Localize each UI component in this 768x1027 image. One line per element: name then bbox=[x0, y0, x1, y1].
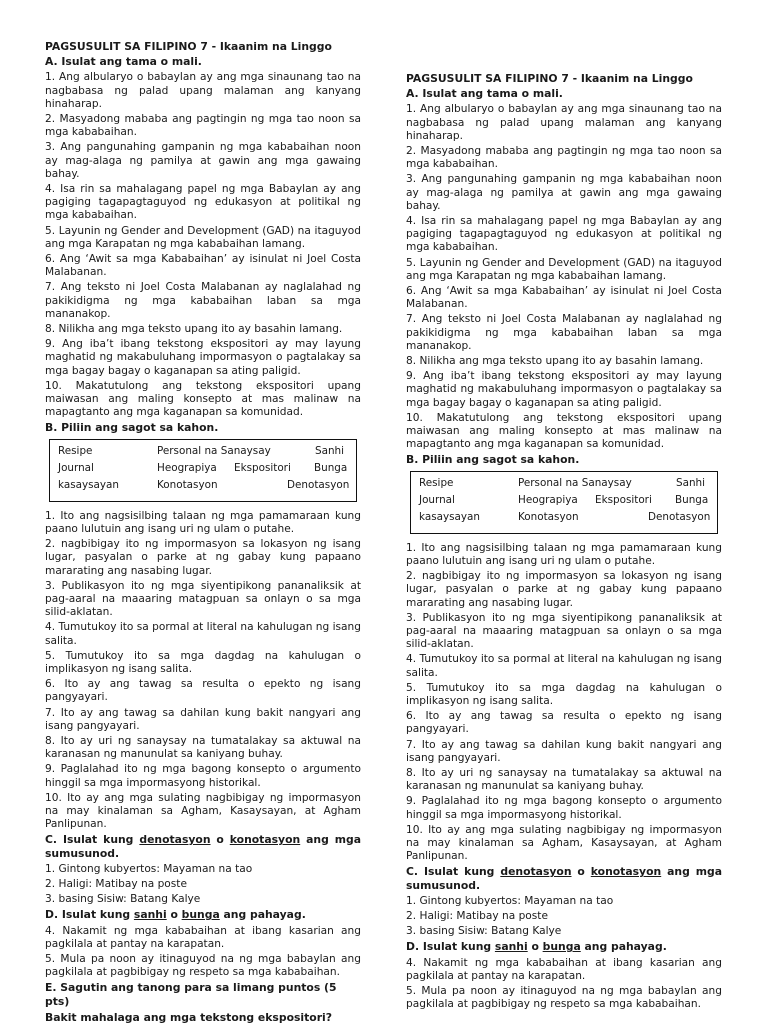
underlined-konotasyon: konotasyon bbox=[229, 833, 301, 847]
list-item: 3. basing Sisiw: Batang Kalye bbox=[406, 925, 562, 938]
list-item: 3. Ang pangunahing gampanin ng mga kababaihan noon ay mag-alaga ng pamilya at gawin ang mga gawaing bahay. bbox=[406, 173, 722, 212]
section-a-heading: A. Isulat ang tama o mali. bbox=[406, 87, 563, 101]
list-item: 5. Tumutukoy ito sa mga dagdag na kahulugan o implikasyon ng isang salita. bbox=[406, 681, 722, 707]
heading-text: ang mga sumusunod. bbox=[406, 865, 722, 892]
choice-journal: Journal bbox=[419, 493, 455, 506]
underlined-sanhi: sanhi bbox=[133, 908, 167, 922]
section-c-heading bbox=[45, 833, 361, 859]
list-item: 9. Ang iba’t ibang tekstong ekspositori ay may layung maghatid ng makabuluhang impormasyon o pagtalakay sa mga bagay bagay o kaganapan sa ating paligid. bbox=[406, 370, 722, 409]
list-item: 7. Ito ay ang tawag sa dahilan kung bakit nangyari ang isang pangyayari. bbox=[45, 706, 361, 732]
choice-kasaysayan: kasaysayan bbox=[58, 478, 120, 491]
heading-text: ang pahayag. bbox=[580, 940, 667, 954]
choice-resipe: Resipe bbox=[58, 444, 93, 457]
list-item: 3. Publikasyon ito ng mga siyentipikong pananaliksik at pag-aaral na maaaring matagpuan sa onlayn o sa mga silid-aklatan. bbox=[406, 611, 722, 651]
section-d-heading bbox=[45, 908, 361, 921]
choice-journal: Journal bbox=[58, 461, 94, 474]
underlined-denotasyon: denotasyon bbox=[139, 833, 211, 847]
heading-text: C. Isulat kung bbox=[406, 865, 501, 879]
section-d-heading bbox=[406, 940, 722, 953]
heading-text: D. Isulat kung bbox=[406, 940, 495, 954]
choice-sanhi: Sanhi bbox=[676, 476, 706, 489]
section-a-list bbox=[406, 103, 722, 451]
section-d-list bbox=[45, 925, 361, 980]
list-item: 7. Ito ay ang tawag sa dahilan kung bakit nangyari ang isang pangyayari. bbox=[406, 738, 722, 764]
list-item: 3. Ang pangunahing gampanin ng mga kababaihan noon ay mag-alaga ng pamilya at gawin ang mga gawaing bahay. bbox=[45, 141, 361, 180]
section-b-list bbox=[45, 510, 361, 832]
choice-ekspositori: Ekspositori bbox=[595, 493, 652, 506]
list-item: 4. Nakamit ng mga kababaihan at ibang kasarian ang pagkilala at pantay na karapatan. bbox=[406, 956, 722, 982]
choice-konotasyon: Konotasyon bbox=[157, 478, 218, 491]
list-item: 4. Nakamit ng mga kababaihan at ibang kasarian ang pagkilala at pantay na karapatan. bbox=[45, 924, 361, 950]
choice-heograpiya: Heograpiya bbox=[518, 493, 578, 506]
section-d-list bbox=[406, 957, 722, 1012]
choice-kasaysayan: kasaysayan bbox=[419, 510, 481, 523]
choice-ekspositori: Ekspositori bbox=[234, 461, 291, 474]
section-a-heading: A. Isulat ang tama o mali. bbox=[45, 55, 202, 69]
list-item: 5. Layunin ng Gender and Development (GAD) na itaguyod ang mga Karapatan ng mga kababaihan lamang. bbox=[45, 224, 361, 250]
list-item: 4. Tumutukoy ito sa pormal at literal na kahulugan ng isang salita. bbox=[406, 653, 722, 679]
heading-text: C. Isulat kung bbox=[45, 833, 140, 847]
heading-text: ang pahayag. bbox=[219, 908, 306, 922]
list-item: 9. Paglalahad ito ng mga bagong konsepto o argumento hinggil sa mga impormasyong historikal. bbox=[406, 795, 722, 821]
worksheet-left bbox=[45, 40, 361, 1027]
section-e-heading: E. Sagutin ang tanong para sa limang puntos (5 pts) bbox=[45, 981, 337, 1008]
list-item: 4. Isa rin sa mahalagang papel ng mga Babaylan ay ang pagiging tagapagtaguyod ng edukasyon at politikal ng mga kababaihan. bbox=[45, 183, 361, 222]
choice-konotasyon: Konotasyon bbox=[518, 510, 579, 523]
list-item: 6. Ito ay ang tawag sa resulta o epekto ng isang pangyayari. bbox=[406, 710, 722, 736]
section-b-heading: B. Piliin ang sagot sa kahon. bbox=[406, 453, 580, 467]
list-item: 1. Gintong kubyertos: Mayaman na tao bbox=[45, 862, 253, 875]
section-a-list bbox=[45, 71, 361, 419]
list-item: 6. Ang ‘Awit sa mga Kababaihan’ ay isinulat ni Joel Costa Malabanan. bbox=[45, 253, 361, 279]
list-item: 4. Tumutukoy ito sa pormal at literal na kahulugan ng isang salita. bbox=[45, 621, 361, 647]
answer-choices-box bbox=[410, 471, 718, 534]
choice-bunga: Bunga bbox=[675, 493, 709, 506]
list-item: 5. Mula pa noon ay itinaguyod na ng mga babaylan ang pagkilala at pagbibigay ng respeto sa mga kababaihan. bbox=[45, 952, 361, 979]
section-b-heading: B. Piliin ang sagot sa kahon. bbox=[45, 421, 219, 435]
list-item: 10. Makatutulong ang tekstong ekspositori upang maiwasan ang maling konsepto at mas malinaw na mapagtanto ang mga kaganapan sa komunidad. bbox=[406, 411, 722, 451]
list-item: 10. Ito ay ang mga sulating nagbibigay ng impormasyon na may kinalaman sa Agham, Kasaysayan, at Agham Panlipunan. bbox=[45, 791, 361, 831]
section-c-list bbox=[45, 863, 361, 907]
page-title: PAGSUSULIT SA FILIPINO 7 - Ikaanim na Linggo bbox=[45, 40, 332, 53]
list-item: 5. Layunin ng Gender and Development (GAD) na itaguyod ang mga Karapatan ng mga kababaihan lamang. bbox=[406, 256, 722, 282]
list-item: 1. Ito ang nagsisilbing talaan ng mga pamamaraan kung paano lulutuin ang isang uri ng ulam o putahe. bbox=[45, 509, 361, 535]
list-item: 2. Masyadong mababa ang pagtingin ng mga tao noon sa mga kababaihan. bbox=[45, 113, 361, 139]
section-b-list bbox=[406, 542, 722, 864]
choice-sanhi: Sanhi bbox=[315, 444, 345, 457]
list-item: 1. Ito ang nagsisilbing talaan ng mga pamamaraan kung paano lulutuin ang isang uri ng ulam o putahe. bbox=[406, 541, 722, 567]
list-item: 8. Nilikha ang mga teksto upang ito ay basahin lamang. bbox=[406, 355, 704, 368]
list-item: 7. Ang teksto ni Joel Costa Malabanan ay naglalahad ng pakikidigma ng mga kababaihan laban sa mga mananakop. bbox=[406, 313, 722, 352]
list-item: 1. Ang albularyo o babaylan ay ang mga sinaunang tao na nagbabasa ng palad upang malaman ang kanyang hinaharap. bbox=[45, 71, 361, 110]
underlined-bunga: bunga bbox=[542, 940, 581, 954]
underlined-sanhi: sanhi bbox=[494, 940, 528, 954]
list-item: 1. Ang albularyo o babaylan ay ang mga sinaunang tao na nagbabasa ng palad upang malaman ang kanyang hinaharap. bbox=[406, 103, 722, 142]
underlined-bunga: bunga bbox=[181, 908, 220, 922]
list-item: 8. Ito ay uri ng sanaysay na tumatalakay sa aktuwal na karanasan ng manunulat sa kaniyang buhay. bbox=[406, 766, 722, 793]
heading-text: o bbox=[527, 940, 543, 954]
heading-text: ang mga sumusunod. bbox=[45, 833, 361, 860]
section-c-heading bbox=[406, 865, 722, 891]
heading-text: o bbox=[210, 833, 230, 847]
choice-resipe: Resipe bbox=[419, 476, 454, 489]
list-item: 8. Nilikha ang mga teksto upang ito ay basahin lamang. bbox=[45, 323, 343, 336]
section-e-question: Bakit mahalaga ang mga tekstong ekspositori? bbox=[45, 1010, 332, 1024]
list-item: 4. Isa rin sa mahalagang papel ng mga Babaylan ay ang pagiging tagapagtaguyod ng edukasyon at politikal ng mga kababaihan. bbox=[406, 215, 722, 254]
list-item: 5. Tumutukoy ito sa mga dagdag na kahulugan o implikasyon ng isang salita. bbox=[45, 649, 361, 675]
list-item: 2. Haligi: Matibay na poste bbox=[45, 877, 187, 890]
section-c-list bbox=[406, 895, 722, 939]
list-item: 1. Gintong kubyertos: Mayaman na tao bbox=[406, 894, 614, 907]
choice-heograpiya: Heograpiya bbox=[157, 461, 217, 474]
list-item: 3. Publikasyon ito ng mga siyentipikong pananaliksik at pag-aaral na maaaring matagpuan sa onlayn o sa mga silid-aklatan. bbox=[45, 579, 361, 619]
choice-bunga: Bunga bbox=[314, 461, 348, 474]
choice-denotasyon: Denotasyon bbox=[648, 510, 711, 523]
list-item: 9. Ang iba’t ibang tekstong ekspositori ay may layung maghatid ng makabuluhang impormasyon o pagtalakay sa mga bagay bagay o kaganapan sa ating paligid. bbox=[45, 338, 361, 377]
list-item: 2. Masyadong mababa ang pagtingin ng mga tao noon sa mga kababaihan. bbox=[406, 145, 722, 171]
page-title: PAGSUSULIT SA FILIPINO 7 - Ikaanim na Linggo bbox=[406, 72, 693, 85]
list-item: 6. Ang ‘Awit sa mga Kababaihan’ ay isinulat ni Joel Costa Malabanan. bbox=[406, 285, 722, 311]
underlined-konotasyon: konotasyon bbox=[590, 865, 662, 879]
choice-personal-na-sanaysay: Personal na Sanaysay bbox=[518, 476, 632, 489]
list-item: 8. Ito ay uri ng sanaysay na tumatalakay sa aktuwal na karanasan ng manunulat sa kaniyang buhay. bbox=[45, 734, 361, 761]
list-item: 9. Paglalahad ito ng mga bagong konsepto o argumento hinggil sa mga impormasyong historikal. bbox=[45, 763, 361, 789]
heading-text: D. Isulat kung bbox=[45, 908, 134, 922]
list-item: 5. Mula pa noon ay itinaguyod na ng mga babaylan ang pagkilala at pagbibigay ng respeto sa mga kababaihan. bbox=[406, 984, 722, 1011]
list-item: 2. nagbibigay ito ng impormasyon sa lokasyon ng isang lugar, pasyalan o parke at ng gabay kung papaano mararating ang nasabing lugar. bbox=[45, 538, 361, 577]
choice-personal-na-sanaysay: Personal na Sanaysay bbox=[157, 444, 271, 457]
list-item: 2. nagbibigay ito ng impormasyon sa lokasyon ng isang lugar, pasyalan o parke at ng gabay kung papaano mararating ang nasabing lugar. bbox=[406, 570, 722, 609]
heading-text: o bbox=[166, 908, 182, 922]
worksheet-right bbox=[406, 72, 722, 1013]
list-item: 10. Ito ay ang mga sulating nagbibigay ng impormasyon na may kinalaman sa Agham, Kasaysayan, at Agham Panlipunan. bbox=[406, 823, 722, 863]
list-item: 6. Ito ay ang tawag sa resulta o epekto ng isang pangyayari. bbox=[45, 678, 361, 704]
underlined-denotasyon: denotasyon bbox=[500, 865, 572, 879]
list-item: 3. basing Sisiw: Batang Kalye bbox=[45, 893, 201, 906]
answer-choices-box bbox=[49, 439, 357, 502]
list-item: 10. Makatutulong ang tekstong ekspositori upang maiwasan ang maling konsepto at mas malinaw na mapagtanto ang mga kaganapan sa komunidad. bbox=[45, 379, 361, 419]
choice-denotasyon: Denotasyon bbox=[287, 478, 350, 491]
heading-text: o bbox=[571, 865, 591, 879]
list-item: 7. Ang teksto ni Joel Costa Malabanan ay naglalahad ng pakikidigma ng mga kababaihan laban sa mga mananakop. bbox=[45, 281, 361, 320]
list-item: 2. Haligi: Matibay na poste bbox=[406, 909, 548, 922]
